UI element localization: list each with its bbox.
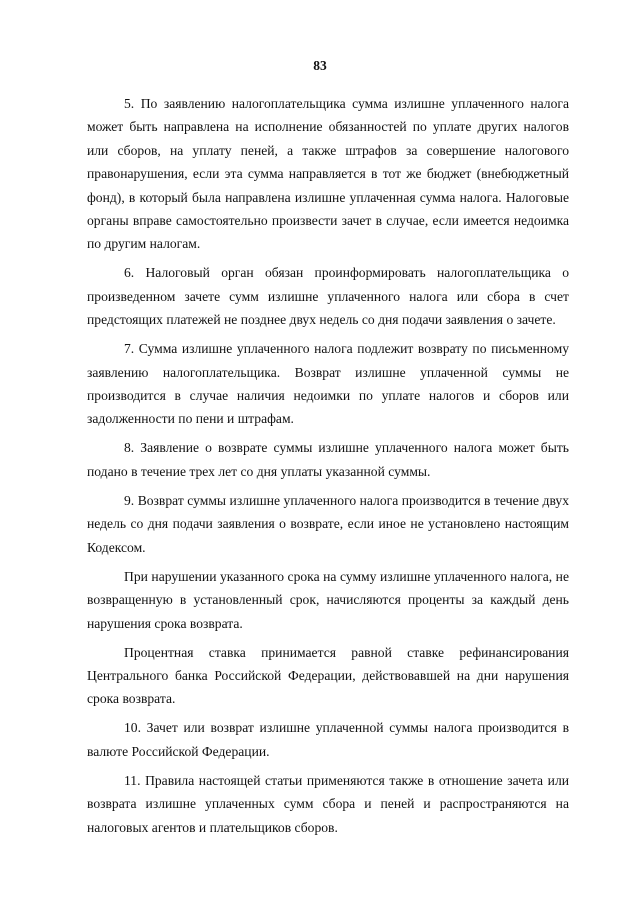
paragraph-7: 7. Сумма излишне уплаченного налога подлежит возврату по письменному заявлению налогоплательщика. Возврат излишне уплаченной суммы не производится в случае наличия недоимки по уплате налогов и сборов или задолженности по пени и штрафам. [87, 341, 569, 427]
paragraph-9: 9. Возврат суммы излишне уплаченного налога производится в течение двух недель со дня подачи заявления о возврате, если иное не установлено настоящим Кодексом. [87, 492, 569, 555]
page-number: 83 [313, 58, 327, 73]
paragraph-5: 5. По заявлению налогоплательщика сумма излишне уплаченного налога может быть направлена на исполнение обязанностей по уплате других налогов или сборов, на уплату пеней, а также штрафов за совершение налогового правонарушения, если эта сумма направляется в тот же бюджет (внебюджетный фонд), в который была направлена излишне уплаченная сумма налога. Налоговые органы вправе самостоятельно произвести зачет в случае, если имеется недоимка по другим налогам. [87, 96, 569, 252]
paragraph-9-interest-rate: Процентная ставка принимается равной ставке рефинансирования Центрального банка Российской Федерации, действовавшей на дни нарушения срока возврата. [87, 644, 569, 707]
paragraph-11: 11. Правила настоящей статьи применяются также в отношение зачета или возврата излишне уплаченных сумм сбора и пеней и распространяются на налоговых агентов и плательщиков сборов. [87, 772, 569, 835]
paragraph-8: 8. Заявление о возврате суммы излишне уплаченного налога может быть подано в течение трех лет со дня уплаты указанной суммы. [87, 440, 569, 479]
paragraph-9-violation: При нарушении указанного срока на сумму излишне уплаченного налога, не возвращенную в установленный срок, начисляются проценты за каждый день нарушения срока возврата. [87, 568, 569, 631]
paragraph-6: 6. Налоговый орган обязан проинформировать налогоплательщика о произведенном зачете сумм излишне уплаченного налога или сбора в счет предстоящих платежей не позднее двух недель со дня подачи заявления о зачете. [87, 265, 569, 328]
document-body [87, 92, 569, 845]
paragraph-10: 10. Зачет или возврат излишне уплаченной суммы налога производится в валюте Российской Федерации. [87, 720, 569, 759]
